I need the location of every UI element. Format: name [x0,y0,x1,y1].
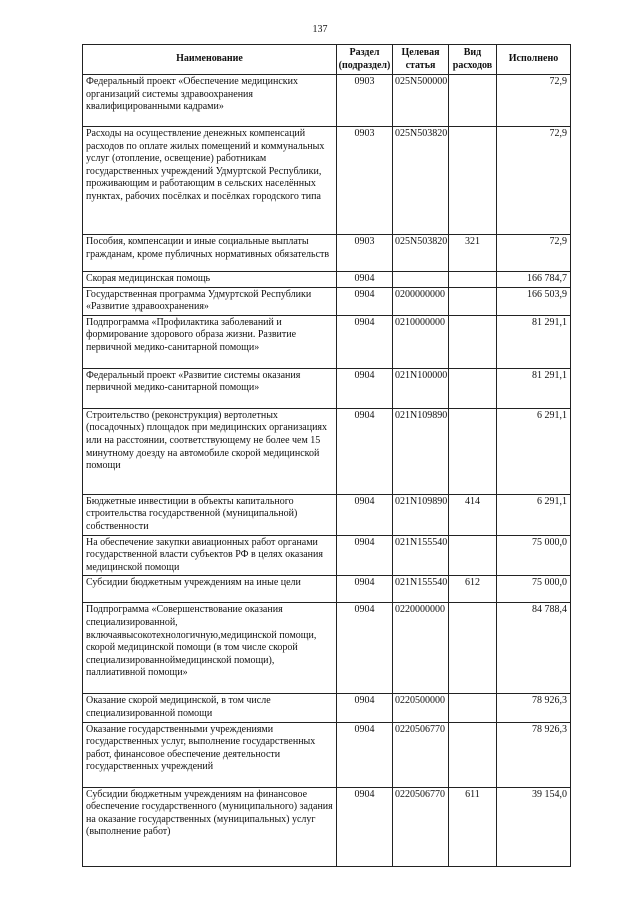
row-target: 021N155540 [393,535,449,576]
table-row [83,694,571,722]
row-target: 0220500000 [393,694,449,722]
row-name: На обеспечение закупки авиационных работ органами государственной власти субъектов РФ в целях оказания медицинской помощи [83,535,337,576]
header-section: Раздел (подраздел) [337,45,393,75]
row-executed: 166 503,9 [497,287,571,315]
row-kind [449,535,497,576]
row-section: 0903 [337,235,393,272]
row-kind [449,694,497,722]
row-section: 0904 [337,603,393,694]
row-section: 0904 [337,787,393,866]
table-row [83,494,571,535]
row-executed: 75 000,0 [497,576,571,603]
row-name: Строительство (реконструкция) вертолетных (посадочных) площадок при медицинских организациях или на расстоянии, соответствующему не более чем 15 минутному доезду на автомобиле скорой медицинской помощи [83,408,337,494]
row-target: 021N109890 [393,408,449,494]
table-row [83,287,571,315]
row-kind [449,75,497,127]
budget-table [82,44,571,867]
row-executed: 78 926,3 [497,722,571,787]
row-section: 0904 [337,694,393,722]
table-row [83,235,571,272]
row-name: Подпрограмма «Совершенствование оказания специализированной, включаявысокотехнологичную,медицинской помощи, скорой медицинской помощи (в том числе скорой специализированноймедицинской помощи), паллиативной помощи» [83,603,337,694]
row-executed: 72,9 [497,127,571,235]
row-name: Федеральный проект «Развитие системы оказания первичной медико-санитарной помощи» [83,368,337,408]
row-kind: 611 [449,787,497,866]
row-section: 0904 [337,368,393,408]
row-name: Государственная программа Удмуртской Республики «Развитие здравоохранения» [83,287,337,315]
row-name: Скорая медицинская помощь [83,272,337,288]
row-executed: 6 291,1 [497,408,571,494]
row-name: Пособия, компенсации и иные социальные выплаты гражданам, кроме публичных нормативных обязательств [83,235,337,272]
row-executed: 72,9 [497,75,571,127]
row-executed: 72,9 [497,235,571,272]
row-kind [449,368,497,408]
row-target: 021N155540 [393,576,449,603]
row-name: Субсидии бюджетным учреждениям на финансовое обеспечение государственного (муниципального) задания на оказание государственных (муниципальных) услуг (выполнение работ) [83,787,337,866]
row-target: 0220506770 [393,722,449,787]
row-executed: 84 788,4 [497,603,571,694]
row-kind [449,272,497,288]
header-executed: Исполнено [497,45,571,75]
row-kind [449,287,497,315]
row-target: 0220000000 [393,603,449,694]
row-kind [449,315,497,368]
row-section: 0903 [337,75,393,127]
row-kind [449,408,497,494]
row-name: Бюджетные инвестиции в объекты капитального строительства государственной (муниципальной) собственности [83,494,337,535]
row-section: 0904 [337,722,393,787]
row-target: 025N503820 [393,127,449,235]
table-row [83,272,571,288]
table-row [83,408,571,494]
table-row [83,535,571,576]
header-name: Наименование [83,45,337,75]
row-target: 0200000000 [393,287,449,315]
row-section: 0904 [337,272,393,288]
row-name: Федеральный проект «Обеспечение медицинских организаций системы здравоохранения квалифицированными кадрами» [83,75,337,127]
row-target: 021N100000 [393,368,449,408]
row-section: 0903 [337,127,393,235]
row-kind [449,127,497,235]
row-executed: 78 926,3 [497,694,571,722]
row-section: 0904 [337,576,393,603]
row-kind: 321 [449,235,497,272]
row-target: 021N109890 [393,494,449,535]
row-name: Подпрограмма «Профилактика заболеваний и формирование здорового образа жизни. Развитие первичной медико-санитарной помощи» [83,315,337,368]
row-section: 0904 [337,287,393,315]
table-row [83,787,571,866]
row-kind [449,722,497,787]
row-section: 0904 [337,535,393,576]
row-executed: 75 000,0 [497,535,571,576]
row-executed: 81 291,1 [497,315,571,368]
row-target: 025N503820 [393,235,449,272]
table-row [83,75,571,127]
table-row [83,368,571,408]
table-row [83,315,571,368]
row-section: 0904 [337,315,393,368]
row-name: Оказание скорой медицинской, в том числе специализированной помощи [83,694,337,722]
page-number: 137 [312,24,328,35]
row-name: Оказание государственными учреждениями государственных услуг, выполнение государственных работ, финансовое обеспечение деятельности государственных учреждений [83,722,337,787]
table-row [83,603,571,694]
header-target: Целевая статья [393,45,449,75]
table-row [83,127,571,235]
row-kind: 612 [449,576,497,603]
row-executed: 6 291,1 [497,494,571,535]
row-name: Расходы на осуществление денежных компенсаций расходов по оплате жилых помещений и коммунальных услуг (отопление, освещение) работникам государственных учреждений Удмуртской Республики, проживающим и работающим в сельских населённых пунктах, рабочих посёлках и посёлках городского типа [83,127,337,235]
row-target [393,272,449,288]
row-target: 025N500000 [393,75,449,127]
header-kind: Вид расходов [449,45,497,75]
row-executed: 166 784,7 [497,272,571,288]
table-row [83,576,571,603]
row-kind: 414 [449,494,497,535]
row-kind [449,603,497,694]
row-target: 0220506770 [393,787,449,866]
row-executed: 39 154,0 [497,787,571,866]
row-section: 0904 [337,408,393,494]
row-name: Субсидии бюджетным учреждениям на иные цели [83,576,337,603]
row-target: 0210000000 [393,315,449,368]
table-row [83,722,571,787]
row-section: 0904 [337,494,393,535]
row-executed: 81 291,1 [497,368,571,408]
